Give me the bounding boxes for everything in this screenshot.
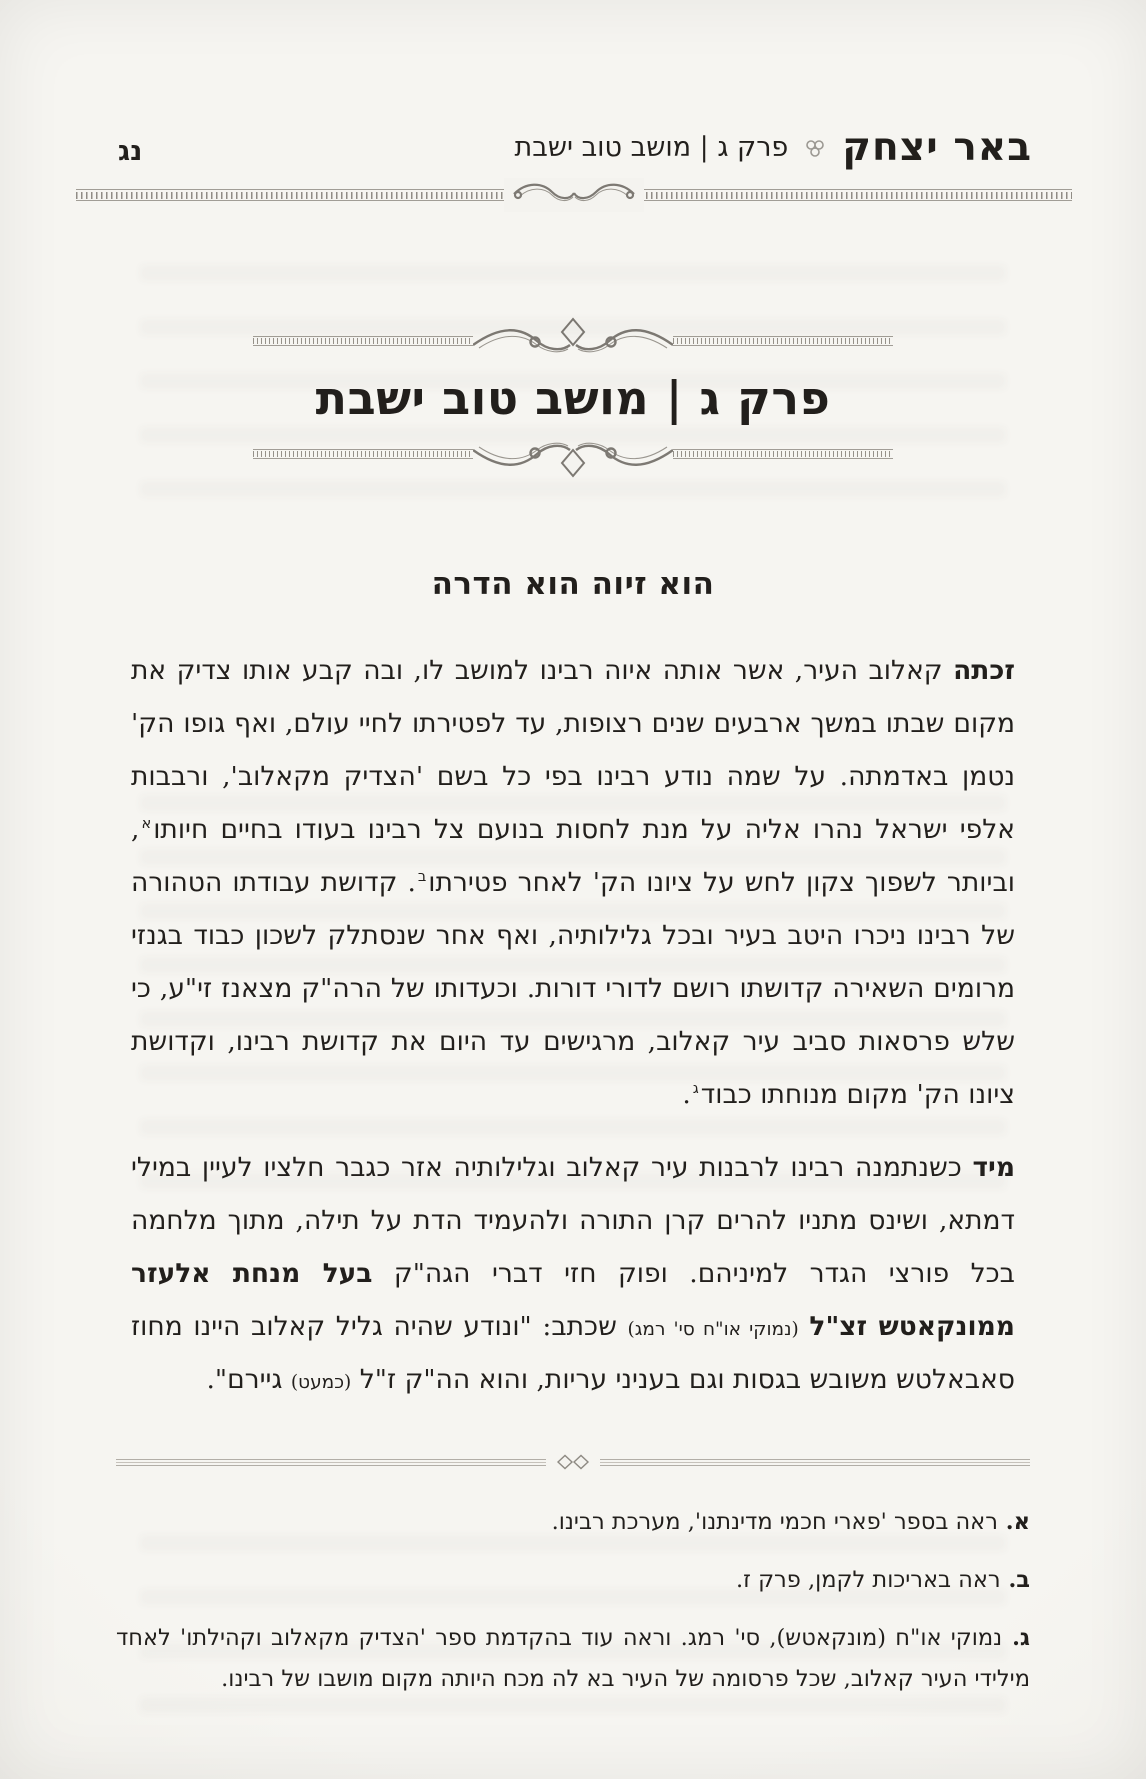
text-segment [799,1311,810,1342]
divider-line [253,449,473,459]
divider-line [673,449,893,459]
title-divider-top [253,315,893,367]
text-segment: (כמעט) [290,1372,352,1394]
body-paragraph [131,1141,1015,1406]
scroll-diamond-ornament-icon [473,428,673,480]
footnote-text: ראה באריכות לקמן, פרק ז. [735,1567,1001,1594]
text-segment: (נמוקי או"ח סי' רמג) [627,1319,799,1341]
footnote-marker-ref: ב [417,868,427,886]
text-segment: . [682,1079,691,1111]
footnotes-list [116,1502,1030,1700]
footnote-divider [116,1452,1030,1472]
divider-line [673,336,893,346]
body-paragraphs [131,644,1015,1406]
divider-line [253,336,473,346]
footnote-marker-ref: א [141,815,152,833]
footnote-text: נמוקי או"ח (מונקאטש), סי' רמג. וראה עוד בהקדמת ספר 'הצדיק מקאלוב וקהילתו' לאחד מילידי העיר קאלוב, שכל פרסומה של העיר בא לה מכח היותה מקום מושבו של רבינו. [116,1625,1030,1692]
footnote-marker: א. [997,1509,1030,1536]
footnote-block [116,1452,1030,1700]
text-segment: , וביותר לשפוך צקון לחש על ציונו הק' לאחר פטירתו [131,814,1015,899]
footnote-item [116,1502,1030,1543]
footnote-marker: ב. [1000,1567,1030,1594]
running-header-title-group [514,124,1032,170]
scroll-ornament-icon [504,178,644,212]
footnote-item [116,1618,1030,1700]
body-paragraph [131,644,1015,1121]
footnote-marker-ref: ג [692,1080,699,1098]
diamond-ornament-icon [550,1453,596,1471]
text-segment: קאלוב העיר, אשר אותה איוה רבינו למושב לו, ובה קבע אותו צדיק את מקום שבתו במשך ארבעים שנים רצופות, עד לפטירתו לחיי עולם, ואף גופו הק' נטמן באדמתה. על שמה נודע רבינו בפי כל בשם 'הצדיק מקאלוב', ורבבות אלפי ישראל נהרו אליה על מנת לחסות בנועם צל רבינו בעודו בחיים חיותו [131,655,1015,846]
text-segment: בעל מנחת אלעזר ממונקאטש זצ"ל [131,1258,1015,1343]
text-segment: . קדושת עבודתו הטהורה של רבינו ניכרו היטב בעיר ובכל גלילותיה, ואף אחר שנסתלק לשכון כבוד בגנזי מרומים השאירה קדושתו רושם לדורי דורות. וכעדותו של הרה"ק מצאנז זי"ע, כי שלש פרסאות סביב עיר קאלוב, מרגישים עד היום את קדושת רבינו, וקדושת ציונו הק' מקום מנוחתו כבוד [131,867,1015,1111]
page-number: נג [118,136,143,167]
section-heading: הוא זיוה הוא הדרה [431,566,715,603]
text-segment: גיירם". [206,1364,291,1396]
running-header-row [118,124,1032,170]
divider-line [600,1459,1030,1466]
book-title: באר יצחק [842,124,1032,170]
page-header [0,0,1146,207]
footnote-text: ראה בספר 'פארי חכמי מדינתנו', מערכת רבינו. [551,1509,998,1536]
chapter-title-block [0,315,1146,480]
footnote-marker: ג. [1002,1625,1030,1652]
header-rule [76,181,1072,207]
scroll-diamond-ornament-icon [473,315,673,367]
fleuron-icon [802,135,828,161]
running-header-section: פרק ג | מושב טוב ישבת [514,132,789,163]
divider-line [116,1459,546,1466]
text-segment: מיד [972,1152,1015,1184]
footnote-item [116,1560,1030,1601]
text-segment: זכתה [953,655,1015,687]
title-divider-bottom [253,428,893,480]
chapter-title: פרק ג | מושב טוב ישבת [315,371,831,425]
text-segment: שכתב: "ונודע שהיה גליל קאלוב היינו מחוז סאבאלטש משובש בגסות וגם בעניני עריות, והוא הה"ק ז"ל [131,1311,1015,1396]
text-segment: כשנתמנה רבינו לרבנות עיר קאלוב וגלילותיה אזר כגבר חלציו לעיין במילי דמתא, ושינס מתניו להרים קרן התורה ולהעמיד הדת על תילה, מתוך מלחמה בכל פורצי הגדר למיניהם. ופוק חזי דברי הגה"ק [131,1152,1016,1290]
